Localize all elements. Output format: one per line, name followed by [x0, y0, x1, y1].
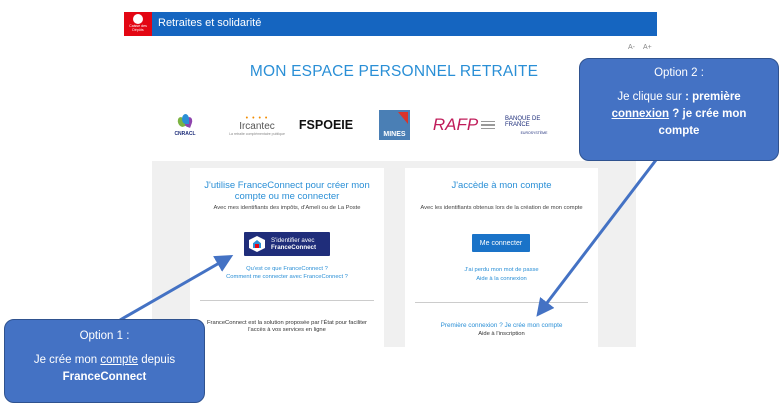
option2-arrow — [540, 160, 656, 312]
page-title: MON ESPACE PERSONNEL RETRAITE — [249, 63, 539, 80]
option1-callout — [4, 319, 205, 403]
fc-button-line1: S'identifier avec — [271, 237, 315, 244]
cnracl-label: CNRACL — [174, 130, 196, 137]
option1-arrow — [120, 258, 228, 320]
what-is-franceconnect-link[interactable]: Qu'est ce que FranceConnect ? — [246, 266, 328, 272]
bdf-label: BANQUE DE FRANCE — [505, 115, 541, 128]
option2-text-b: : première — [685, 91, 741, 103]
how-to-connect-link[interactable]: Comment me connecter avec FranceConnect ? — [226, 274, 348, 280]
ircantec-dots-icon: • • • • — [245, 114, 269, 122]
option1-text-d: FranceConnect — [62, 371, 147, 383]
logo-text: Caisse des Dépôts — [129, 24, 147, 32]
login-help-link[interactable]: Aide à la connexion — [476, 276, 527, 282]
option2-text-c: connexion — [611, 108, 670, 120]
account-card-subtitle: Avec les identifiants obtenus lors de la création de mon compte — [420, 205, 583, 211]
option2-text-d: ? je crée mon — [669, 108, 747, 120]
account-card-title: J'accède à mon compte — [451, 180, 552, 191]
option1-title: Option 1 : — [79, 330, 130, 342]
font-increase-button[interactable]: A+ — [643, 44, 652, 51]
first-login-link[interactable]: Première connexion ? Je crée mon compte — [440, 322, 563, 329]
franceconnect-card-title: J'utilise FranceConnect pour créer mon compte ou me connecter — [204, 180, 370, 202]
mines-label: MINES — [383, 131, 406, 138]
option2-title: Option 2 : — [654, 67, 704, 79]
font-decrease-button[interactable]: A- — [628, 44, 635, 51]
ircantec-tagline: La retraite complémentaire publique — [229, 131, 285, 136]
lost-password-link[interactable]: J'ai perdu mon mot de passe — [464, 267, 539, 273]
login-button[interactable]: Me connecter — [472, 234, 530, 252]
registration-help-link[interactable]: Aide à l'inscription — [478, 331, 525, 337]
option1-text-a: Je crée mon — [33, 354, 101, 366]
option1-text-b: compte — [100, 354, 139, 366]
bdf-sub-label: EUROSYSTÈME — [520, 130, 548, 135]
option2-text-a: Je clique sur — [617, 91, 686, 103]
option2-text-e: compte — [658, 125, 700, 137]
option2-callout — [579, 58, 779, 161]
rafp-label: RAFP — [432, 115, 479, 134]
fc-button-line2: FranceConnect — [271, 244, 317, 251]
franceconnect-description: FranceConnect est la solution proposée par l'État pour faciliter l'accès à vos services en ligne — [207, 320, 367, 333]
site-title[interactable]: Retraites et solidarité — [158, 17, 262, 29]
ircantec-label: Ircantec — [239, 120, 275, 132]
fspoeie-logo[interactable]: FSPOEIE — [298, 118, 354, 132]
option1-text-c: depuis — [138, 354, 176, 366]
franceconnect-card-subtitle: Avec mes identifiants des impôts, d'Ameli ou de La Poste — [213, 205, 361, 211]
